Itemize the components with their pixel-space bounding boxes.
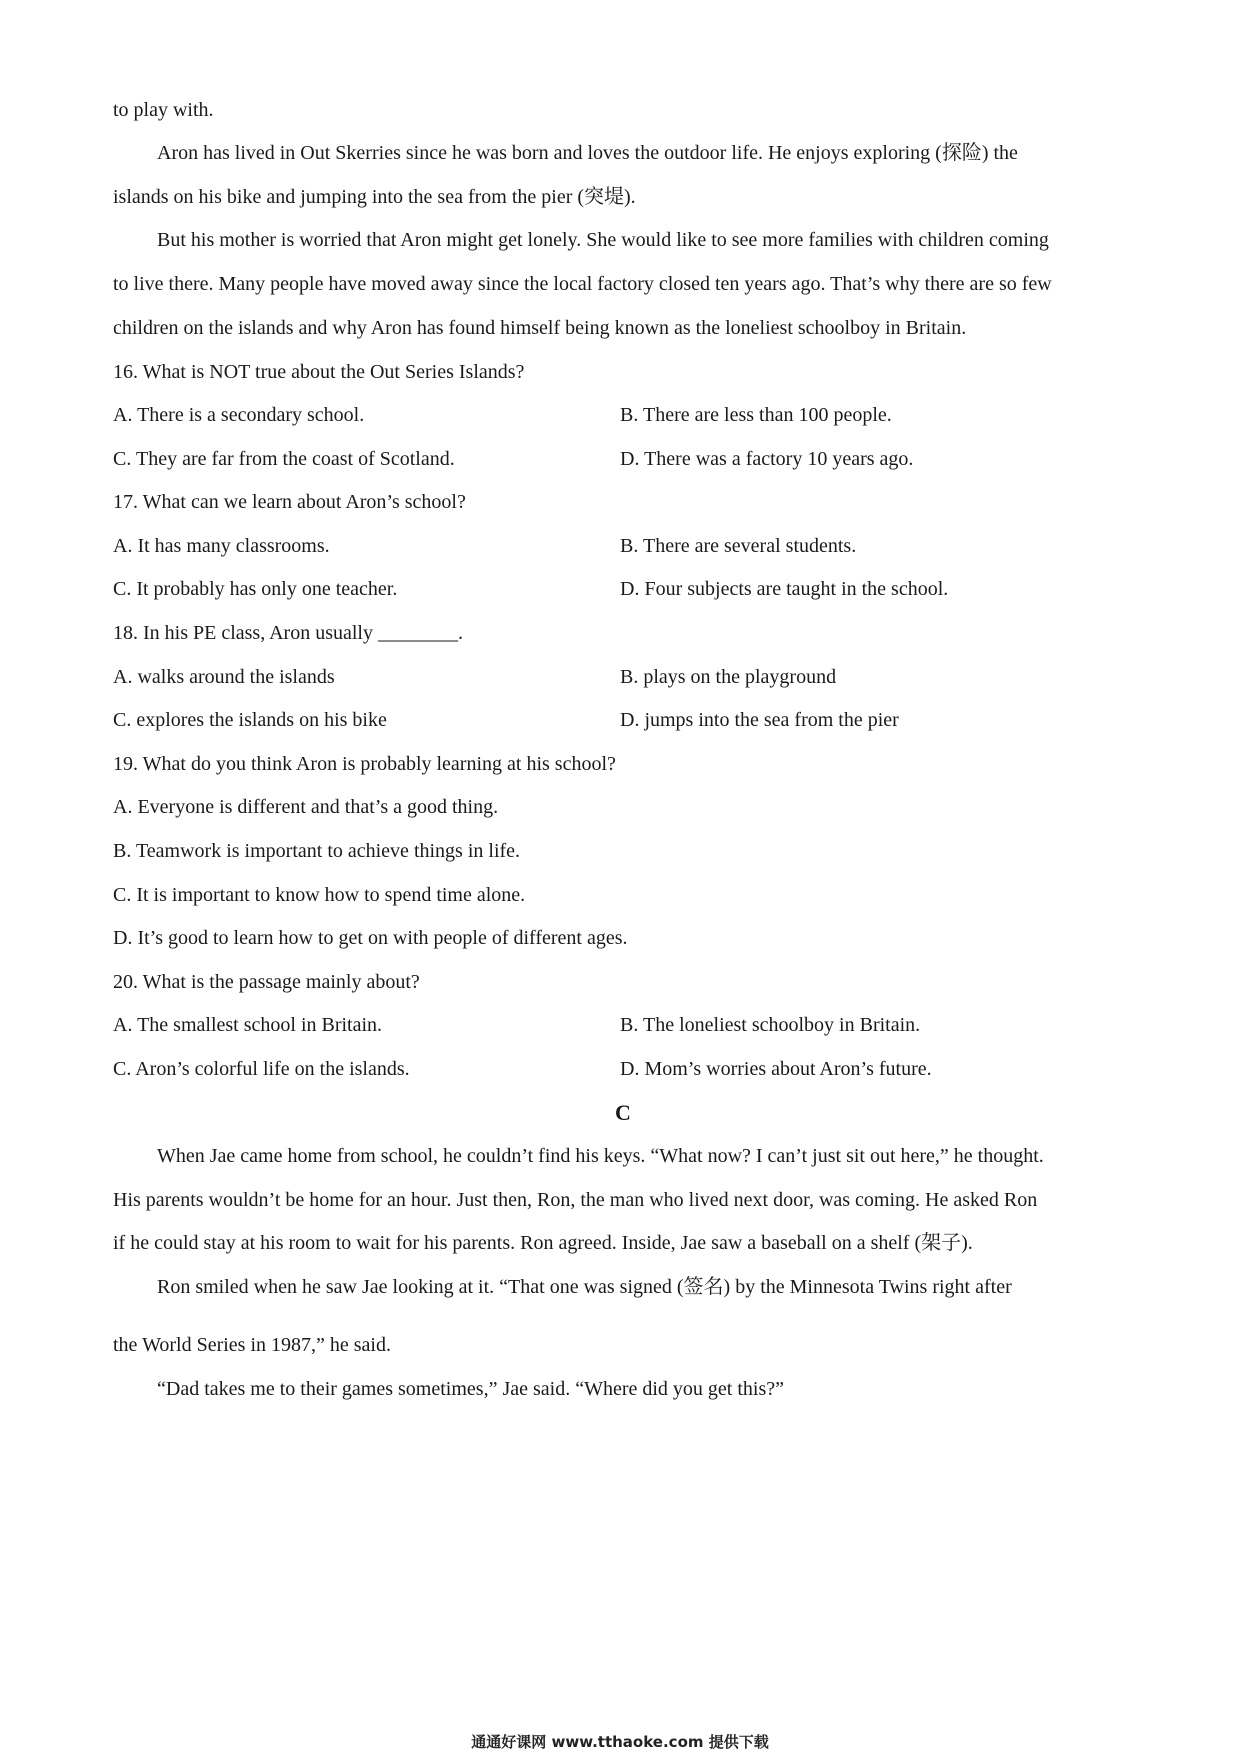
option-18b[interactable]: B. plays on the playground (620, 666, 837, 688)
option-16a[interactable]: A. There is a secondary school. (113, 404, 365, 426)
passage-paragraph-start: Aron has lived in Out Skerries since he was born and loves the outdoor life. He enjoys exploring (探险) the (157, 142, 1018, 164)
question-stem-19: 19. What do you think Aron is probably learning at his school? (113, 753, 616, 775)
option-20b[interactable]: B. The loneliest schoolboy in Britain. (620, 1014, 921, 1036)
section-heading-c: C (615, 1100, 631, 1125)
option-20d[interactable]: D. Mom’s worries about Aron’s future. (620, 1058, 932, 1080)
option-17b[interactable]: B. There are several students. (620, 535, 857, 557)
passage-paragraph-start: “Dad takes me to their games sometimes,” Jae said. “Where did you get this?” (157, 1378, 785, 1400)
option-18c[interactable]: C. explores the islands on his bike (113, 709, 387, 731)
passage-line: to play with. (113, 99, 214, 121)
passage-line: islands on his bike and jumping into the sea from the pier (突堤). (113, 186, 636, 208)
option-16c[interactable]: C. They are far from the coast of Scotland. (113, 448, 455, 470)
passage-paragraph-start: But his mother is worried that Aron might get lonely. She would like to see more families with children coming (157, 229, 1049, 251)
passage-paragraph-start: Ron smiled when he saw Jae looking at it. “That one was signed (签名) by the Minnesota Twins right after (157, 1276, 1012, 1298)
question-stem-20: 20. What is the passage mainly about? (113, 971, 420, 993)
passage-line: children on the islands and why Aron has found himself being known as the loneliest schoolboy in Britain. (113, 317, 967, 339)
option-17c[interactable]: C. It probably has only one teacher. (113, 578, 398, 600)
question-stem-16: 16. What is NOT true about the Out Series Islands? (113, 361, 525, 383)
page-footer: 通通好课网 www.tthaoke.com 提供下载 (471, 1733, 769, 1751)
passage-line: His parents wouldn’t be home for an hour. Just then, Ron, the man who lived next door, was coming. He asked Ron (113, 1189, 1038, 1211)
option-16b[interactable]: B. There are less than 100 people. (620, 404, 892, 426)
option-20a[interactable]: A. The smallest school in Britain. (113, 1014, 383, 1036)
option-19b[interactable]: B. Teamwork is important to achieve things in life. (113, 840, 521, 862)
passage-line: to live there. Many people have moved away since the local factory closed ten years ago. That’s why there are so few (113, 273, 1052, 295)
option-18d[interactable]: D. jumps into the sea from the pier (620, 709, 899, 731)
option-18a[interactable]: A. walks around the islands (113, 666, 335, 688)
passage-line: the World Series in 1987,” he said. (113, 1334, 391, 1356)
option-19c[interactable]: C. It is important to know how to spend time alone. (113, 884, 526, 906)
option-19a[interactable]: A. Everyone is different and that’s a good thing. (113, 796, 499, 818)
question-stem-18: 18. In his PE class, Aron usually ________. (113, 622, 463, 644)
option-16d[interactable]: D. There was a factory 10 years ago. (620, 448, 914, 470)
option-19d[interactable]: D. It’s good to learn how to get on with people of different ages. (113, 927, 628, 949)
passage-paragraph-start: When Jae came home from school, he couldn’t find his keys. “What now? I can’t just sit out here,” he thought. (157, 1145, 1044, 1167)
option-17d[interactable]: D. Four subjects are taught in the school. (620, 578, 949, 600)
option-20c[interactable]: C. Aron’s colorful life on the islands. (113, 1058, 410, 1080)
option-17a[interactable]: A. It has many classrooms. (113, 535, 330, 557)
question-stem-17: 17. What can we learn about Aron’s school? (113, 491, 466, 513)
passage-line: if he could stay at his room to wait for his parents. Ron agreed. Inside, Jae saw a baseball on a shelf (架子). (113, 1232, 973, 1254)
